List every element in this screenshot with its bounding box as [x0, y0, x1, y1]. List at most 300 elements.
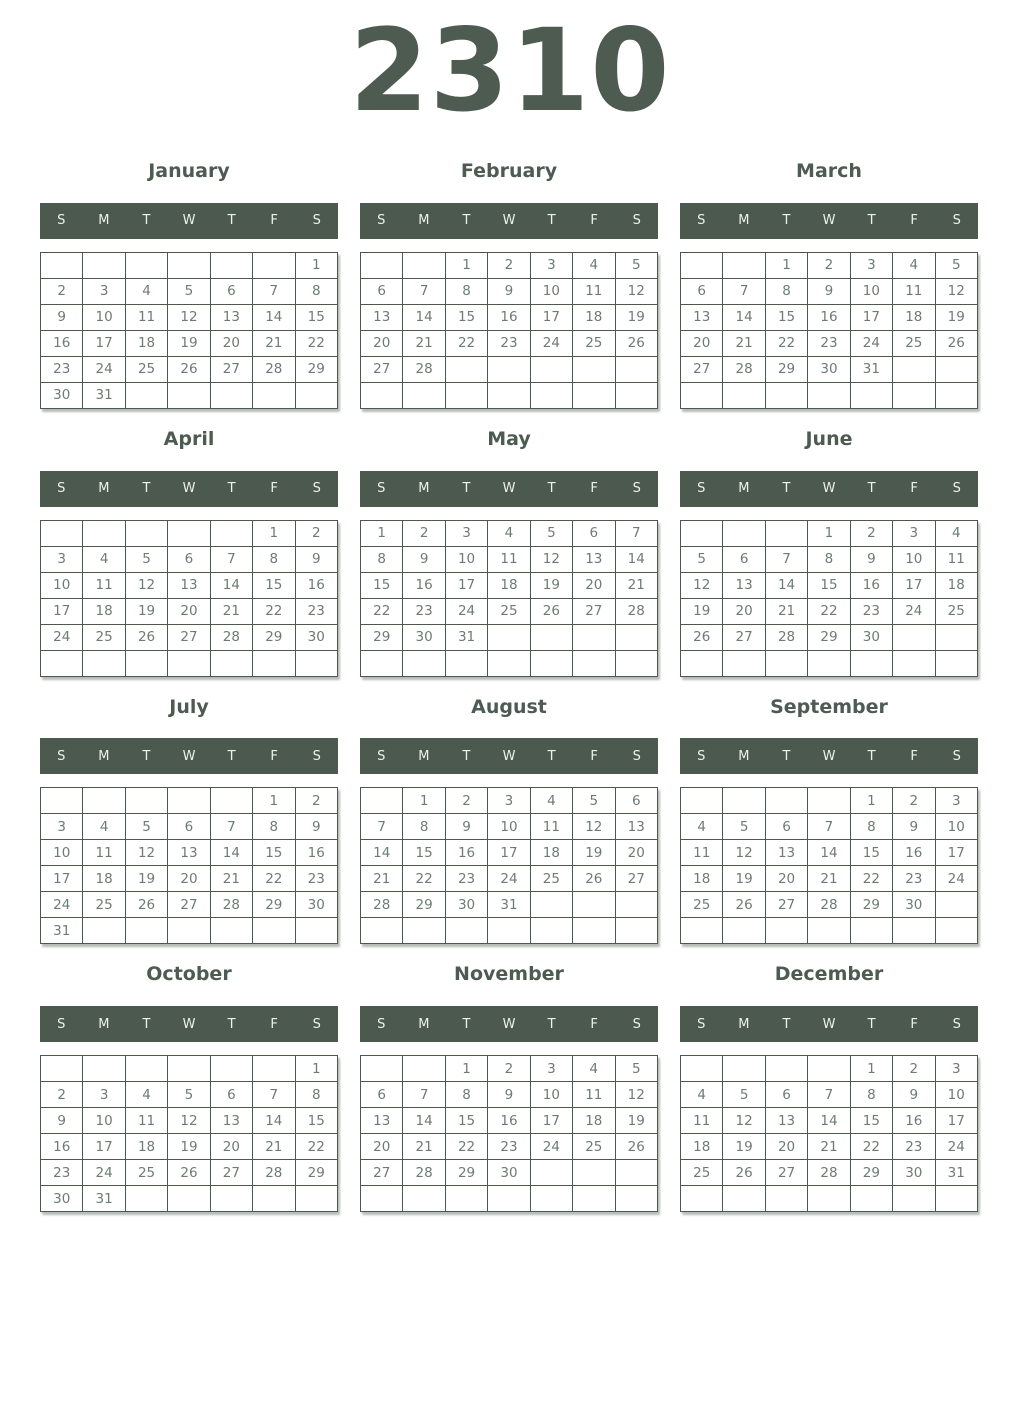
day-cell: 4	[125, 1082, 167, 1108]
day-cell: 8	[253, 814, 295, 840]
day-cell: 9	[893, 1082, 935, 1108]
weekday-letter: S	[697, 481, 706, 497]
weekday-letter: W	[822, 1016, 836, 1032]
day-cell: 19	[168, 330, 210, 356]
week-row	[681, 624, 978, 650]
weekday-letter: T	[782, 481, 791, 497]
day-cell: 16	[850, 572, 892, 598]
weekday-letter: T	[462, 213, 471, 229]
week-row	[361, 252, 658, 278]
empty-day-cell	[573, 356, 615, 382]
day-cell: 23	[445, 866, 487, 892]
weekday-letter: F	[590, 748, 598, 764]
day-cell: 21	[765, 598, 807, 624]
day-cell: 11	[83, 572, 125, 598]
weekday-header-bar	[40, 738, 338, 774]
day-cell: 1	[850, 1056, 892, 1082]
empty-day-cell	[168, 1186, 210, 1212]
day-cell: 22	[253, 598, 295, 624]
weekday-letter: S	[697, 1016, 706, 1032]
weekday-letter: W	[182, 1016, 196, 1032]
day-cell: 7	[765, 546, 807, 572]
empty-day-cell	[253, 650, 295, 676]
week-row	[361, 840, 658, 866]
day-cell: 2	[403, 520, 445, 546]
day-cell: 27	[168, 624, 210, 650]
day-cell: 29	[850, 1160, 892, 1186]
day-cell: 29	[295, 1160, 337, 1186]
week-row	[41, 866, 338, 892]
weekday-letter: M	[738, 213, 750, 229]
empty-day-cell	[615, 918, 657, 944]
day-cell: 14	[808, 1108, 850, 1134]
day-cell: 5	[681, 546, 723, 572]
empty-day-cell	[488, 918, 530, 944]
empty-day-cell	[168, 1056, 210, 1082]
week-row	[681, 598, 978, 624]
month-july	[40, 696, 338, 945]
empty-day-cell	[573, 382, 615, 408]
day-cell: 27	[210, 356, 252, 382]
day-cell: 29	[403, 892, 445, 918]
day-cell: 8	[295, 278, 337, 304]
day-cell: 11	[125, 304, 167, 330]
empty-day-cell	[681, 1186, 723, 1212]
empty-day-cell	[445, 918, 487, 944]
day-cell: 24	[83, 1160, 125, 1186]
day-cell: 31	[83, 1186, 125, 1212]
day-cell: 7	[403, 1082, 445, 1108]
weekday-letter: T	[227, 481, 236, 497]
day-cell: 21	[253, 330, 295, 356]
empty-day-cell	[573, 892, 615, 918]
weekday-letter: T	[782, 748, 791, 764]
empty-day-cell	[403, 1056, 445, 1082]
empty-day-cell	[573, 1160, 615, 1186]
day-cell: 9	[41, 304, 83, 330]
week-row	[681, 304, 978, 330]
day-cell: 14	[210, 572, 252, 598]
day-cell: 1	[808, 520, 850, 546]
day-cell: 3	[530, 1056, 572, 1082]
day-cell: 7	[808, 814, 850, 840]
day-cell: 21	[403, 1134, 445, 1160]
empty-day-cell	[808, 1186, 850, 1212]
day-cell: 27	[361, 356, 403, 382]
weekday-letter: W	[502, 481, 516, 497]
week-row	[681, 252, 978, 278]
month-january	[40, 160, 338, 409]
day-cell: 20	[573, 572, 615, 598]
weekday-letter: T	[867, 213, 876, 229]
empty-day-cell	[850, 382, 892, 408]
empty-day-cell	[168, 252, 210, 278]
weekday-letter: W	[502, 213, 516, 229]
empty-day-cell	[530, 650, 572, 676]
week-row	[681, 1082, 978, 1108]
empty-day-cell	[403, 650, 445, 676]
week-row	[681, 814, 978, 840]
day-cell: 20	[168, 598, 210, 624]
day-cell: 18	[83, 598, 125, 624]
day-cell: 19	[615, 1108, 657, 1134]
day-cell: 29	[361, 624, 403, 650]
weekday-letter: T	[547, 213, 556, 229]
day-cell: 28	[210, 624, 252, 650]
day-cell: 28	[723, 356, 765, 382]
day-cell: 10	[83, 304, 125, 330]
empty-day-cell	[168, 918, 210, 944]
empty-day-cell	[723, 252, 765, 278]
day-cell: 27	[765, 1160, 807, 1186]
day-cell: 7	[253, 1082, 295, 1108]
day-cell: 20	[765, 866, 807, 892]
day-cell: 29	[253, 624, 295, 650]
day-cell: 23	[893, 1134, 935, 1160]
day-cell: 26	[530, 598, 572, 624]
day-cell: 10	[83, 1108, 125, 1134]
day-cell: 25	[125, 356, 167, 382]
day-cell: 7	[361, 814, 403, 840]
day-cell: 2	[445, 788, 487, 814]
weekday-letter: T	[227, 1016, 236, 1032]
week-row	[361, 356, 658, 382]
day-cell: 17	[530, 304, 572, 330]
day-cell: 6	[361, 278, 403, 304]
day-cell: 12	[125, 572, 167, 598]
day-cell: 30	[445, 892, 487, 918]
empty-day-cell	[83, 650, 125, 676]
empty-day-cell	[935, 1186, 977, 1212]
weekday-letter: T	[142, 748, 151, 764]
day-cell: 17	[41, 866, 83, 892]
day-cell: 1	[445, 1056, 487, 1082]
day-cell: 4	[681, 814, 723, 840]
weekday-letter: S	[377, 213, 386, 229]
empty-day-cell	[210, 918, 252, 944]
day-cell: 25	[573, 1134, 615, 1160]
months-grid	[0, 160, 1020, 1212]
day-cell: 10	[41, 572, 83, 598]
day-cell: 8	[445, 1082, 487, 1108]
weekday-letter: W	[822, 481, 836, 497]
day-cell: 26	[615, 1134, 657, 1160]
month-title: February	[460, 160, 558, 182]
day-cell: 11	[488, 546, 530, 572]
empty-day-cell	[41, 650, 83, 676]
day-cell: 26	[935, 330, 977, 356]
day-cell: 28	[403, 1160, 445, 1186]
day-cell: 4	[935, 520, 977, 546]
day-cell: 23	[488, 330, 530, 356]
empty-day-cell	[41, 788, 83, 814]
day-cell: 15	[253, 840, 295, 866]
week-row	[681, 520, 978, 546]
day-cell: 29	[253, 892, 295, 918]
day-cell: 31	[935, 1160, 977, 1186]
days-grid	[680, 787, 978, 944]
day-cell: 30	[808, 356, 850, 382]
days-grid	[360, 1055, 658, 1212]
day-cell: 16	[295, 840, 337, 866]
empty-day-cell	[723, 788, 765, 814]
weekday-letter: F	[910, 213, 918, 229]
day-cell: 2	[488, 252, 530, 278]
week-row	[41, 892, 338, 918]
week-row	[681, 1186, 978, 1212]
weekday-letter: M	[98, 213, 110, 229]
day-cell: 22	[850, 1134, 892, 1160]
day-cell: 11	[573, 1082, 615, 1108]
day-cell: 30	[893, 892, 935, 918]
day-cell: 11	[573, 278, 615, 304]
weekday-letter: F	[270, 748, 278, 764]
day-cell: 31	[850, 356, 892, 382]
day-cell: 5	[125, 546, 167, 572]
day-cell: 15	[765, 304, 807, 330]
empty-day-cell	[530, 1186, 572, 1212]
empty-day-cell	[893, 1186, 935, 1212]
empty-day-cell	[935, 382, 977, 408]
day-cell: 3	[893, 520, 935, 546]
month-march	[680, 160, 978, 409]
empty-day-cell	[168, 788, 210, 814]
weekday-letter: S	[377, 481, 386, 497]
day-cell: 26	[125, 892, 167, 918]
empty-day-cell	[295, 918, 337, 944]
week-row	[681, 1108, 978, 1134]
day-cell: 24	[445, 598, 487, 624]
day-cell: 9	[295, 814, 337, 840]
day-cell: 25	[83, 892, 125, 918]
day-cell: 28	[253, 1160, 295, 1186]
week-row	[361, 866, 658, 892]
weekday-letter: W	[822, 748, 836, 764]
day-cell: 17	[893, 572, 935, 598]
empty-day-cell	[893, 650, 935, 676]
weekday-letter: S	[952, 481, 961, 497]
day-cell: 4	[573, 1056, 615, 1082]
empty-day-cell	[125, 520, 167, 546]
day-cell: 22	[295, 1134, 337, 1160]
day-cell: 18	[893, 304, 935, 330]
days-grid	[680, 1055, 978, 1212]
empty-day-cell	[935, 918, 977, 944]
week-row	[681, 572, 978, 598]
day-cell: 13	[361, 1108, 403, 1134]
day-cell: 9	[850, 546, 892, 572]
day-cell: 29	[808, 624, 850, 650]
day-cell: 21	[403, 330, 445, 356]
week-row	[361, 788, 658, 814]
empty-day-cell	[125, 788, 167, 814]
day-cell: 8	[295, 1082, 337, 1108]
week-row	[41, 278, 338, 304]
week-row	[681, 278, 978, 304]
month-october	[40, 963, 338, 1212]
day-cell: 13	[615, 814, 657, 840]
day-cell: 22	[403, 866, 445, 892]
day-cell: 15	[295, 1108, 337, 1134]
week-row	[41, 814, 338, 840]
month-title: March	[796, 160, 862, 182]
empty-day-cell	[445, 1186, 487, 1212]
empty-day-cell	[83, 1056, 125, 1082]
week-row	[681, 356, 978, 382]
weekday-letter: T	[142, 213, 151, 229]
weekday-letter: T	[142, 1016, 151, 1032]
empty-day-cell	[615, 1160, 657, 1186]
empty-day-cell	[573, 918, 615, 944]
week-row	[361, 1134, 658, 1160]
month-title: December	[774, 963, 884, 986]
day-cell: 14	[210, 840, 252, 866]
empty-day-cell	[125, 1056, 167, 1082]
empty-day-cell	[445, 356, 487, 382]
day-cell: 18	[83, 866, 125, 892]
weekday-header-bar	[360, 738, 658, 774]
empty-day-cell	[935, 892, 977, 918]
day-cell: 28	[808, 1160, 850, 1186]
day-cell: 15	[850, 840, 892, 866]
day-cell: 2	[488, 1056, 530, 1082]
empty-day-cell	[210, 1186, 252, 1212]
empty-day-cell	[210, 650, 252, 676]
day-cell: 8	[850, 814, 892, 840]
weekday-letter: S	[632, 481, 641, 497]
week-row	[681, 330, 978, 356]
week-row	[361, 892, 658, 918]
week-row	[361, 1108, 658, 1134]
day-cell: 31	[83, 382, 125, 408]
weekday-header-bar	[680, 471, 978, 507]
day-cell: 15	[445, 304, 487, 330]
weekday-letter: S	[952, 1016, 961, 1032]
empty-day-cell	[41, 252, 83, 278]
empty-day-cell	[445, 382, 487, 408]
weekday-letter: F	[270, 1016, 278, 1032]
weekday-header-bar	[680, 203, 978, 239]
week-row	[41, 1134, 338, 1160]
empty-day-cell	[615, 650, 657, 676]
day-cell: 28	[765, 624, 807, 650]
weekday-letter: S	[57, 1016, 66, 1032]
month-title: January	[148, 160, 230, 182]
day-cell: 12	[615, 1082, 657, 1108]
empty-day-cell	[723, 382, 765, 408]
weekday-letter: F	[910, 1016, 918, 1032]
weekday-letter: S	[632, 213, 641, 229]
day-cell: 13	[168, 840, 210, 866]
day-cell: 16	[295, 572, 337, 598]
day-cell: 3	[935, 788, 977, 814]
day-cell: 17	[445, 572, 487, 598]
day-cell: 16	[445, 840, 487, 866]
days-grid	[360, 252, 658, 409]
day-cell: 21	[723, 330, 765, 356]
empty-day-cell	[681, 252, 723, 278]
day-cell: 3	[41, 814, 83, 840]
week-row	[681, 546, 978, 572]
week-row	[361, 546, 658, 572]
empty-day-cell	[573, 650, 615, 676]
empty-day-cell	[765, 788, 807, 814]
week-row	[41, 520, 338, 546]
day-cell: 6	[765, 1082, 807, 1108]
empty-day-cell	[488, 650, 530, 676]
day-cell: 28	[210, 892, 252, 918]
day-cell: 15	[850, 1108, 892, 1134]
empty-day-cell	[253, 252, 295, 278]
day-cell: 24	[893, 598, 935, 624]
day-cell: 8	[808, 546, 850, 572]
day-cell: 1	[361, 520, 403, 546]
year-title: 2310	[349, 4, 671, 137]
day-cell: 18	[935, 572, 977, 598]
day-cell: 20	[210, 1134, 252, 1160]
day-cell: 26	[615, 330, 657, 356]
day-cell: 12	[723, 1108, 765, 1134]
empty-day-cell	[723, 520, 765, 546]
month-title: October	[146, 963, 232, 986]
week-row	[41, 1108, 338, 1134]
day-cell: 2	[41, 1082, 83, 1108]
day-cell: 18	[573, 1108, 615, 1134]
empty-day-cell	[808, 382, 850, 408]
day-cell: 10	[530, 278, 572, 304]
weekday-letter: S	[312, 748, 321, 764]
month-november	[360, 963, 658, 1212]
day-cell: 16	[893, 1108, 935, 1134]
day-cell: 24	[488, 866, 530, 892]
days-grid	[680, 520, 978, 677]
day-cell: 18	[125, 330, 167, 356]
weekday-letter: F	[270, 481, 278, 497]
day-cell: 7	[403, 278, 445, 304]
day-cell: 8	[850, 1082, 892, 1108]
day-cell: 5	[935, 252, 977, 278]
day-cell: 29	[765, 356, 807, 382]
empty-day-cell	[83, 252, 125, 278]
day-cell: 1	[253, 520, 295, 546]
day-cell: 9	[893, 814, 935, 840]
week-row	[361, 330, 658, 356]
weekday-letter: M	[98, 1016, 110, 1032]
empty-day-cell	[125, 382, 167, 408]
day-cell: 14	[403, 1108, 445, 1134]
empty-day-cell	[253, 918, 295, 944]
day-cell: 17	[530, 1108, 572, 1134]
day-cell: 7	[210, 546, 252, 572]
day-cell: 9	[403, 546, 445, 572]
week-row	[681, 650, 978, 676]
day-cell: 14	[723, 304, 765, 330]
empty-day-cell	[681, 788, 723, 814]
empty-day-cell	[361, 650, 403, 676]
day-cell: 16	[488, 1108, 530, 1134]
day-cell: 18	[681, 866, 723, 892]
day-cell: 6	[723, 546, 765, 572]
day-cell: 3	[445, 520, 487, 546]
week-row	[361, 304, 658, 330]
day-cell: 14	[361, 840, 403, 866]
day-cell: 2	[893, 788, 935, 814]
empty-day-cell	[681, 1056, 723, 1082]
day-cell: 4	[83, 546, 125, 572]
week-row	[361, 918, 658, 944]
day-cell: 4	[573, 252, 615, 278]
day-cell: 13	[210, 304, 252, 330]
